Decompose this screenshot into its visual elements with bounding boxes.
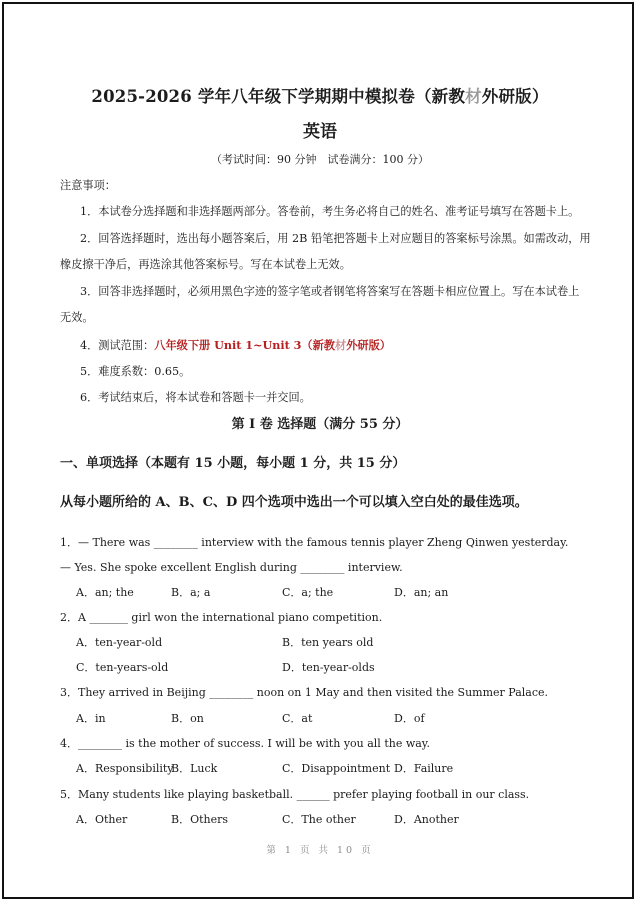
q5-option-b: B．Others xyxy=(171,813,229,826)
question-1: 1．— There was ________ interview with the famous tennis player Zheng Qinwen yesterday. xyxy=(60,536,569,549)
question-1-reply: — Yes. She spoke excellent English during ________ interview. xyxy=(60,561,403,574)
q1-option-d: D．an; an xyxy=(394,586,449,599)
q5-option-c: C．The other xyxy=(282,813,356,826)
exam-title xyxy=(0,83,640,107)
subject-title: 英语 xyxy=(303,122,337,142)
notice-item-2-cont: 橡皮擦干净后，再选涂其他答案标号。写在本试卷上无效。 xyxy=(60,258,351,271)
q2-option-b: B．ten years old xyxy=(282,636,374,649)
exam-title-faded-char: 材 xyxy=(465,87,482,106)
test-scope-suffix: 外研版） xyxy=(346,338,391,352)
q3-option-c: C．at xyxy=(282,712,313,725)
exam-info: （考试时间：90 分钟 试卷满分：100 分） xyxy=(211,153,429,166)
q4-option-d: D．Failure xyxy=(394,762,454,775)
q4-option-b: B．Luck xyxy=(171,762,218,775)
q3-option-d: D．of xyxy=(394,712,425,725)
part-title: 第 I 卷 选择题（满分 55 分） xyxy=(231,417,409,432)
q2-option-d: D．ten-year-olds xyxy=(282,661,375,674)
notice-item-3: 3．回答非选择题时，必须用黑色字迹的签字笔或者钢笔将答案写在答题卡相应位置上。写在本试卷上 xyxy=(80,285,580,298)
notice-item-4 xyxy=(80,338,391,353)
exam-title-main: 2025-2026 学年八年级下学期期中模拟卷（新教 xyxy=(91,87,466,106)
section-instruction: 从每小题所给的 A、B、C、D 四个选项中选出一个可以填入空白处的最佳选项。 xyxy=(60,495,528,510)
notice-item-6: 6．考试结束后，将本试卷和答题卡一并交回。 xyxy=(80,391,311,404)
q5-option-a: A．Other xyxy=(76,813,128,826)
test-scope-faded-char: 材 xyxy=(335,338,347,352)
notice-item-1: 1．本试卷分选择题和非选择题两部分。答卷前，考生务必将自己的姓名、准考证号填写在答题卡上。 xyxy=(80,205,580,218)
question-2: 2．A _______ girl won the international piano competition. xyxy=(60,611,383,624)
q3-option-a: A．in xyxy=(76,712,106,725)
q4-option-c: C．Disappointment xyxy=(282,762,391,775)
q1-option-c: C．a; the xyxy=(282,586,334,599)
notice-item-3-cont: 无效。 xyxy=(60,311,94,324)
question-5: 5．Many students like playing basketball. ______ prefer playing football in our class. xyxy=(60,788,530,801)
q2-option-a: A．ten-year-old xyxy=(76,636,163,649)
q4-option-a: A．Responsibility xyxy=(76,762,174,775)
q3-option-b: B．on xyxy=(171,712,204,725)
question-4: 4．________ is the mother of success. I will be with you all the way. xyxy=(60,737,431,750)
test-scope xyxy=(154,338,391,352)
q5-option-d: D．Another xyxy=(394,813,459,826)
notice-heading: 注意事项： xyxy=(60,179,116,192)
notice-item-5: 5．难度系数：0.65。 xyxy=(80,365,191,378)
page-footer: 第 1 页 共 10 页 xyxy=(266,845,374,856)
q1-option-b: B．a; a xyxy=(171,586,211,599)
notice-item-2: 2．回答选择题时，选出每小题答案后，用 2B 铅笔把答题卡上对应题目的答案标号涂黑。如需改动，用 xyxy=(80,232,591,245)
q1-option-a: A．an; the xyxy=(76,586,134,599)
section-title: 一、单项选择（本题有 15 小题，每小题 1 分，共 15 分） xyxy=(60,456,406,471)
test-scope-main: 八年级下册 Unit 1~Unit 3（新教 xyxy=(154,338,335,352)
q2-option-c: C．ten-years-old xyxy=(76,661,169,674)
exam-title-suffix: 外研版） xyxy=(481,87,549,106)
question-3: 3．They arrived in Beijing ________ noon on 1 May and then visited the Summer Palace. xyxy=(60,686,549,699)
notice-item-4-label: 4．测试范围： xyxy=(80,339,155,352)
